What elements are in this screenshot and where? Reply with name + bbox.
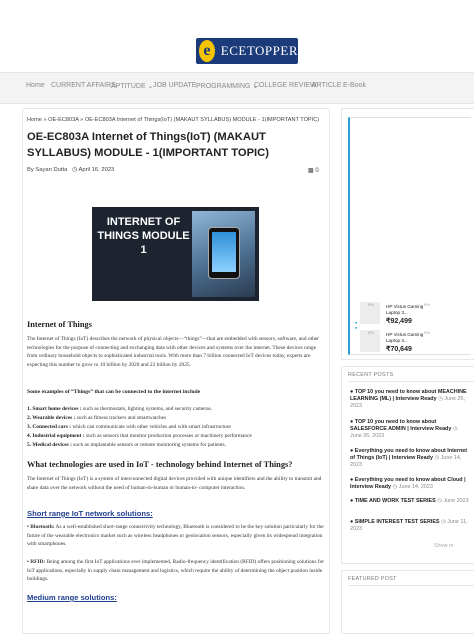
nav-current-affairs[interactable]: CURRENT AFFAIRS <box>51 82 116 89</box>
bullet-icon: ● <box>350 519 355 525</box>
paragraph-iot: The Internet of Things (IoT) describes the network of physical objects—“things”—that are embedded with sensors, software, and other technologies for the purpose of connecting and exchanging data with other devices and systems over the internet. These devices range from ordinary household objects to sophisticated industrial tools. With more than 7 billion connected IoT devices today, experts are expecting this number to grow to 10 billion by 2020 and 22 billion by 2025. <box>27 336 319 368</box>
ad-discount: 9% <box>424 302 430 307</box>
paragraph-rfid: • RFID: Being among the first IoT applications ever implemented, Radio-frequency identification (RFID) offers positioning solutions for IoT applications, especially in supply chain management and logistics, which require the ability of determining the object position inside buildings. <box>27 559 325 583</box>
section-heading-iot: Internet of Things <box>27 320 92 329</box>
main-nav <box>0 72 474 104</box>
ad-price: ₹70,649 <box>386 345 412 353</box>
recent-posts-heading: RECENT POSTS <box>348 372 394 378</box>
list-item[interactable]: ● TOP 10 you need to know about MEACHINE LEARNING (ML) | Interview Ready ◷ June 26, 2023 <box>350 389 467 410</box>
list-item: 5. Medical devices : such as implantable sensors or remote monitoring systems for patients. <box>27 442 226 448</box>
by-label: By <box>27 167 34 173</box>
carousel-dots-icon[interactable]: ● ● <box>355 320 358 330</box>
ad-card[interactable] <box>360 332 430 353</box>
ad-product-name: HP Victus Gaming Laptop 3... <box>386 332 424 343</box>
ad-discount: 9% <box>368 330 374 335</box>
ad-product-name: HP Victus Gaming Laptop 3... <box>386 304 424 315</box>
list-item[interactable]: ● TIME AND WORK TEST SERIES ◷ June 2023 <box>350 498 469 504</box>
paragraph-tech: The Internet of Things (IoT) is a system of interconnected digital devices provided with unique identifiers and the ability to transmit and share data over the network without the need of human-to-human or human-to- computer interaction. <box>27 476 322 491</box>
ad-card[interactable] <box>360 304 430 325</box>
bullet-icon: ● <box>350 477 355 483</box>
ad-discount: 9% <box>368 302 374 307</box>
clock-icon: ◷ <box>72 167 78 173</box>
list-item[interactable]: ● TOP 10 you need to know about SALESFORCE ADMIN | Interview Ready ◷ June 26, 2023 <box>350 419 458 440</box>
divider <box>348 381 474 382</box>
nav-college-review[interactable]: COLLEGE REVIEW <box>254 82 317 89</box>
show-more-link[interactable]: Show m <box>434 543 454 549</box>
list-item[interactable]: ● Everything you need to know about Internet of Things (IoT) | Interview Ready ◷ June 14, 2023 <box>350 448 468 469</box>
comment-count[interactable] <box>308 167 319 174</box>
list-item: 2. Wearable devices : such as fitness trackers and smartwatches <box>27 415 167 421</box>
breadcrumb[interactable]: Home » OE-EC803A » OE-EC803A Internet of Things(IoT) (MAKAUT SYLLABUS) MODULE - 1(IMPORTANT TOPIC) <box>27 117 320 123</box>
comment-icon: ▩ <box>308 168 314 174</box>
nav-ebook[interactable]: E-Book <box>343 82 366 89</box>
nav-aptitude[interactable]: APTITUDE ⌄ <box>111 83 154 90</box>
featured-post-panel <box>341 570 474 634</box>
featured-post-heading: FEATURED POST <box>348 576 397 582</box>
hero-image <box>92 207 259 301</box>
page-title: OE-EC803A Internet of Things(IoT) (MAKAUT SYLLABUS) MODULE - 1(IMPORTANT TOPIC) <box>27 131 269 159</box>
article-panel <box>22 108 330 634</box>
paragraph-bluetooth: • Bluetooth: As a well-established short-range connectivity technology, Bluetooth is considered to be the key solution particularly for the future of the wearable electronics market such as wireless headphones or geolocation sensors, especially given its widespread integration with smartphones. <box>27 524 324 548</box>
ad-price: ₹92,499 <box>386 317 412 325</box>
publish-date: April 16, 2023 <box>78 167 115 173</box>
nav-job-update[interactable]: JOB UPDATE <box>153 82 197 89</box>
list-item: 1. Smart home devices : such as thermostats, lighting systems, and security cameras. <box>27 406 213 412</box>
sidebar-ad-panel <box>341 108 474 360</box>
site-header <box>0 0 474 70</box>
subheading-medium-range: Medium range solutions: <box>27 593 117 602</box>
site-logo[interactable] <box>196 38 298 64</box>
examples-title: Some examples of “Things” that can be connected to the internet include <box>27 389 201 395</box>
ad-carousel[interactable] <box>348 117 471 355</box>
nav-home[interactable]: Home <box>26 82 45 89</box>
list-item[interactable]: ● Everything you need to know about Cloud | Interview Ready ◷ June 14, 2023 <box>350 477 466 491</box>
list-item: 3. Connected cars : which can communicate with other vehicles and with smart infrastructure <box>27 424 231 430</box>
recent-posts-panel <box>341 366 474 564</box>
list-item: 4. Industrial equipment : such as sensors that monitor production processes or machinery performance <box>27 433 252 439</box>
section-heading-tech: What technologies are used in IoT - technology behind Internet of Things? <box>27 460 293 469</box>
comment-count-value: 0 <box>315 168 319 174</box>
ad-discount: 9% <box>424 330 430 335</box>
subheading-short-range: Short range IoT network solutions: <box>27 509 153 518</box>
logo-mark: e <box>199 40 215 62</box>
logo-text: ECETOPPER <box>220 43 298 58</box>
bullet-icon: ● <box>350 389 355 395</box>
nav-programming[interactable]: PROGRAMMING ⌄ <box>196 83 259 90</box>
bullet-icon: ● <box>350 419 355 425</box>
bullet-icon: ● <box>350 498 355 504</box>
list-item[interactable]: ● SIMPLE INTEREST TEST SERIES ◷ June 11, 2023 <box>350 519 468 533</box>
divider <box>348 585 474 586</box>
phone-icon <box>208 227 240 279</box>
bullet-icon: ● <box>350 448 355 454</box>
article-meta <box>27 167 114 173</box>
hero-text: INTERNET OF THINGS MODULE 1 <box>97 216 190 256</box>
nav-article[interactable]: ARTICLE <box>312 82 342 89</box>
author-link[interactable]: Sayan Dutta <box>35 167 68 173</box>
